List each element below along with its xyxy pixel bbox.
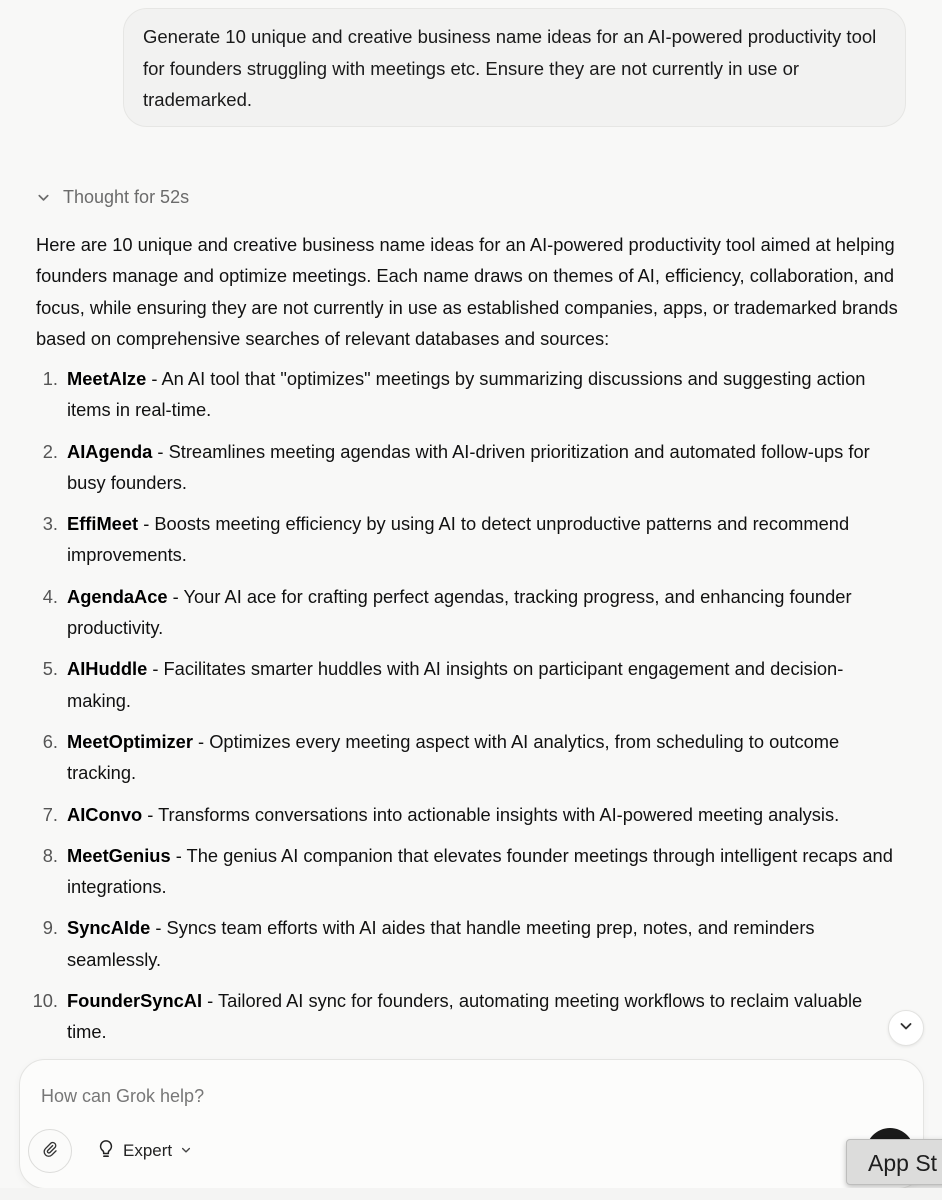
user-message-text: Generate 10 unique and creative business name ideas for an AI-powered productivity tool for founders struggling with meetings etc. Ensure they are not currently in use or trademarked. — [143, 26, 877, 110]
business-name: SyncAIde — [67, 917, 151, 939]
list-item — [0, 508, 930, 571]
list-item-number: 7. — [42, 803, 58, 825]
business-description: - Facilitates smarter huddles with AI insights on participant engagement and decision-making. — [67, 658, 844, 711]
business-name: AIConvo — [67, 803, 143, 825]
tooltip-text: App St — [868, 1150, 938, 1176]
business-name-list — [0, 363, 930, 1058]
list-item — [0, 799, 930, 830]
business-description: - Optimizes every meeting aspect with AI analytics, from scheduling to outcome tracking. — [67, 730, 840, 784]
scroll-to-bottom-button[interactable] — [888, 1010, 924, 1046]
business-description: - Tailored AI sync for founders, automating meeting workflows to reclaim valuable time. — [67, 990, 863, 1043]
attach-button[interactable] — [28, 1129, 72, 1173]
list-item — [0, 726, 930, 789]
business-description: - Streamlines meeting agendas with AI-driven prioritization and automated follow-ups for busy founders. — [67, 440, 870, 493]
chevron-down-icon — [180, 1141, 192, 1161]
list-item-number: 3. — [42, 513, 58, 535]
chevron-down-icon — [36, 190, 51, 205]
lightbulb-icon — [97, 1139, 115, 1164]
user-message-bubble — [123, 8, 906, 127]
thought-toggle[interactable] — [36, 183, 189, 211]
list-item-number: 5. — [42, 658, 58, 680]
business-description: - An AI tool that "optimizes" meetings by summarizing discussions and suggesting action items in real-time. — [67, 368, 866, 421]
paperclip-icon — [41, 1140, 59, 1163]
business-description: - The genius AI companion that elevates founder meetings through intelligent recaps and integrations. — [67, 844, 893, 898]
list-item-number: 1. — [42, 368, 58, 389]
list-item-number: 2. — [42, 440, 58, 462]
business-description: - Syncs team efforts with AI aides that handle meeting prep, notes, and reminders seamlessly. — [67, 917, 815, 970]
response-intro: Here are 10 unique and creative business name ideas for an AI-powered productivity tool aimed at helping founders manage and optimize meetings. Each name draws on themes of AI, efficiency, collaboration, and focus, while ensuring they are not currently in use as established companies, apps, or trademarked brands based on comprehensive searches of relevant databases and sources: — [36, 234, 898, 349]
business-name: MeetOptimizer — [67, 730, 193, 752]
business-name: AgendaAce — [67, 585, 168, 607]
list-item — [0, 653, 930, 716]
list-item — [0, 363, 930, 426]
list-item-number: 4. — [42, 585, 58, 607]
business-name: AIHuddle — [67, 658, 148, 680]
list-item — [0, 581, 930, 644]
thought-label: Thought for 52s — [63, 186, 190, 207]
business-description: - Boosts meeting efficiency by using AI to detect unproductive patterns and recommend improvements. — [67, 513, 850, 566]
model-label: Expert — [123, 1141, 173, 1160]
business-name: MeetAIze — [67, 368, 147, 389]
list-item — [0, 985, 930, 1048]
list-item — [0, 840, 930, 903]
bottom-edge — [0, 1188, 942, 1200]
business-description: - Transforms conversations into actionable insights with AI-powered meeting analysis. — [142, 803, 840, 825]
business-name: MeetGenius — [67, 844, 171, 866]
list-item — [0, 912, 930, 975]
list-item — [0, 436, 930, 499]
list-item-number: 9. — [42, 917, 58, 939]
chevron-down-icon — [898, 1018, 914, 1039]
list-item-number: 10. — [32, 990, 58, 1012]
list-item-number: 8. — [42, 844, 58, 866]
model-selector[interactable] — [87, 1131, 202, 1171]
app-store-tooltip — [846, 1139, 942, 1185]
business-name: EffiMeet — [67, 513, 139, 535]
business-description: - Your AI ace for crafting perfect agendas, tracking progress, and enhancing founder productivity. — [67, 585, 852, 639]
business-name: AIAgenda — [67, 440, 153, 462]
list-item-number: 6. — [42, 730, 58, 752]
business-name: FounderSyncAI — [67, 990, 203, 1012]
chat-input[interactable] — [41, 1080, 841, 1112]
